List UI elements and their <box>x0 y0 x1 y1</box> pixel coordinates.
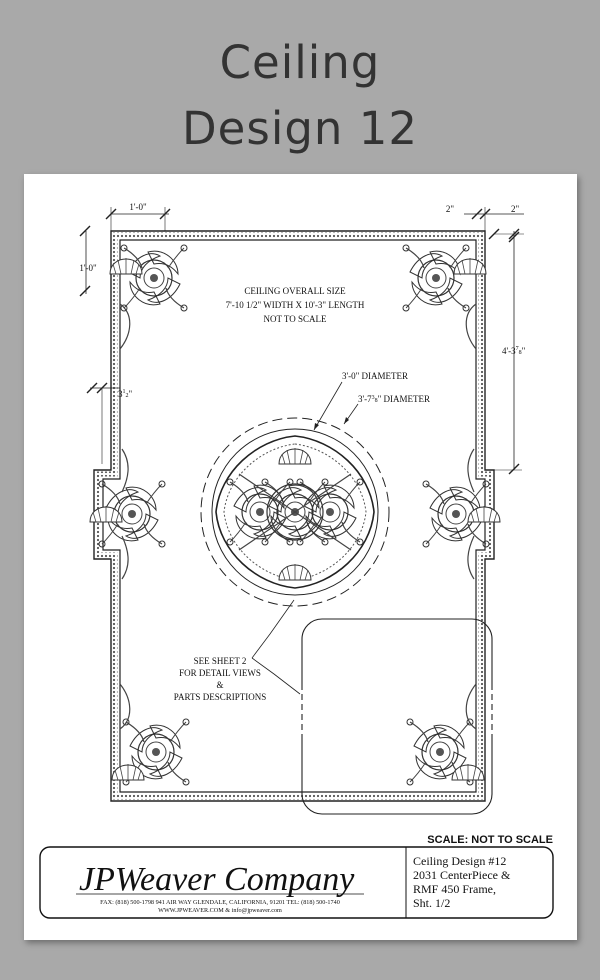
dimension-left-top <box>79 226 97 296</box>
info-line-1: Ceiling Design #12 <box>413 854 507 868</box>
dimension-left-mid <box>87 383 133 464</box>
company-contact-line-2: WWW.JPWEAVER.COM & info@jpweaver.com <box>158 907 282 914</box>
title-block <box>40 847 553 918</box>
detail-outline <box>302 619 492 814</box>
scale-label: SCALE: NOT TO SCALE <box>427 834 553 846</box>
dim-top-left-text: 1'-0" <box>129 202 147 212</box>
dim-left-mid-whole: 3 <box>118 389 123 399</box>
dim-left-top-text: 1'-0" <box>79 263 97 273</box>
sheet-ref-line-2: FOR DETAIL VIEWS <box>179 668 261 678</box>
ceiling-plan-drawing <box>24 174 577 940</box>
dim-right-num: 7 <box>515 346 519 352</box>
centerpiece <box>201 418 389 606</box>
diameter-outer-suffix: " DIAMETER <box>377 394 431 404</box>
diameter-outer-label <box>358 394 430 404</box>
note-line-2: 7'-10 1/2" WIDTH X 10'-3" LENGTH <box>225 300 365 310</box>
dimension-right <box>494 231 526 474</box>
corner-ornament-top-left <box>110 245 187 349</box>
info-line-4: Sht. 1/2 <box>413 896 451 910</box>
dim-left-mid-den: 2 <box>125 393 129 399</box>
page-title-line-2: Design 12 <box>182 102 418 155</box>
corner-ornament-bottom-right <box>407 684 484 785</box>
info-line-2: 2031 CenterPiece & <box>413 868 511 882</box>
dim-right-text <box>502 346 526 356</box>
note-line-1: CEILING OVERALL SIZE <box>244 286 346 296</box>
dim-top-right-a-text: 2" <box>445 204 454 214</box>
diameter-outer-prefix: 3'-7 <box>358 394 372 404</box>
sheet-ref-leader-up <box>252 600 294 658</box>
note-line-3: NOT TO SCALE <box>263 314 327 324</box>
info-line-3: RMF 450 Frame, <box>413 882 497 896</box>
corner-ornament-top-right <box>403 245 486 349</box>
dim-top-right-b-text: 2" <box>511 204 520 214</box>
dim-right-unit: " <box>521 346 526 356</box>
drawing-sheet <box>24 174 577 940</box>
diameter-inner-leader <box>314 382 342 430</box>
sheet-ref-line-4: PARTS DESCRIPTIONS <box>173 692 267 702</box>
company-contact-line-1: FAX: (818) 500-1798 941 AIR WAY GLENDALE, CALIFORNIA, 91201 TEL: (818) 500-1740 <box>100 899 340 906</box>
page-title-line-1: Ceiling <box>219 36 381 89</box>
dim-left-mid-num: 1 <box>122 389 126 395</box>
diameter-outer-frac-num: 3 <box>371 395 375 401</box>
diameter-inner-label: 3'-0" DIAMETER <box>342 371 409 381</box>
dimension-top-left <box>106 202 170 231</box>
company-logo-text: JPWeaver Company <box>79 861 355 898</box>
dim-left-mid-unit: " <box>128 389 133 399</box>
dim-right-den: 8 <box>518 350 522 356</box>
dim-right-whole: 4'-3 <box>502 346 516 356</box>
dim-left-mid-text <box>118 389 133 399</box>
sheet-ref-line-1: SEE SHEET 2 <box>193 656 247 666</box>
diameter-outer-frac-den: 8 <box>374 398 378 404</box>
sheet-ref-line-3: & <box>216 680 224 690</box>
